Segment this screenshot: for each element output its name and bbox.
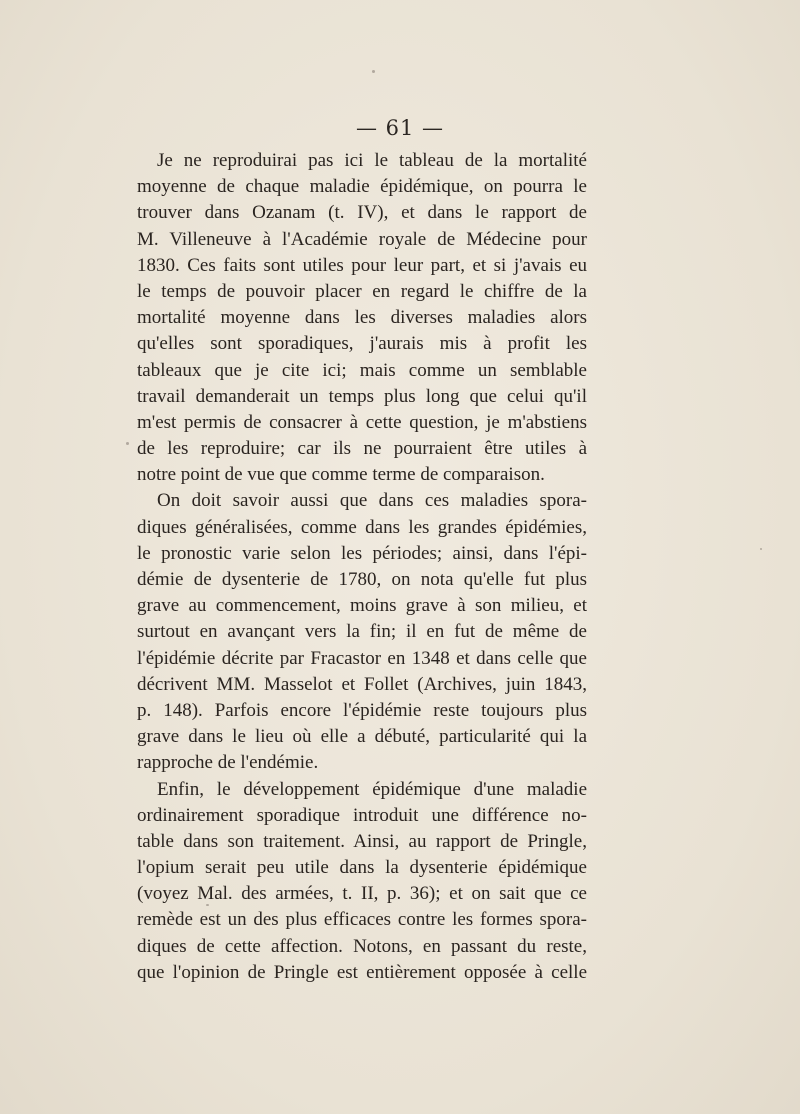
text-line: travail demanderait un temps plus long que celui qu'il xyxy=(137,385,587,407)
paper-speck xyxy=(372,70,375,73)
text-line: tableaux que je cite ici; mais comme un semblable xyxy=(137,359,587,381)
text-line: de les reproduire; car ils ne pourraient être utiles à xyxy=(137,438,587,460)
text-line: p. 148). Parfois encore l'épidémie reste toujours plus xyxy=(137,699,587,721)
text-line: démie de dysenterie de 1780, on nota qu'elle fut plus xyxy=(137,569,587,590)
text-line: mortalité moyenne dans les diverses maladies alors xyxy=(137,307,587,329)
text-line: le pronostic varie selon les périodes; ainsi, dans l'épi- xyxy=(137,542,587,564)
text-line: remède est un des plus efficaces contre les formes spora- xyxy=(137,909,587,931)
text-line: (voyez Mal. des armées, t. II, p. 36); et on sait que ce xyxy=(137,883,587,905)
body-text xyxy=(137,148,587,986)
text-line: diques de cette affection. Notons, en passant du reste, xyxy=(137,935,587,957)
text-line: moyenne de chaque maladie épidémique, on pourra le xyxy=(137,176,587,198)
text-line: l'opium serait peu utile dans la dysenterie épidémique xyxy=(137,857,587,879)
text-line: ordinairement sporadique introduit une différence no- xyxy=(137,804,587,826)
text-line: notre point de vue que comme terme de comparaison. xyxy=(137,464,545,486)
text-line: grave au commencement, moins grave à son milieu, et xyxy=(137,595,587,617)
text-line: Je ne reproduirai pas ici le tableau de la mortalité xyxy=(157,150,587,171)
paper-speck xyxy=(126,442,129,445)
text-line: diques généralisées, comme dans les grandes épidémies, xyxy=(137,516,587,538)
text-line: surtout en avançant vers la fin; il en fut de même de xyxy=(137,621,587,643)
text-line: On doit savoir aussi que dans ces maladies spora- xyxy=(157,490,587,512)
text-line: l'épidémie décrite par Fracastor en 1348 et dans celle que xyxy=(137,647,587,669)
text-line: rapproche de l'endémie. xyxy=(137,752,319,774)
text-line: table dans son traitement. Ainsi, au rapport de Pringle, xyxy=(137,830,587,852)
text-line: décrivent MM. Masselot et Follet (Archives, juin 1843, xyxy=(137,673,587,695)
paper-speck xyxy=(760,548,762,550)
text-line: Enfin, le développement épidémique d'une maladie xyxy=(157,778,587,800)
text-line: M. Villeneuve à l'Académie royale de Médecine pour xyxy=(137,228,587,250)
text-line: que l'opinion de Pringle est entièrement opposée à celle xyxy=(137,961,587,983)
text-line: le temps de pouvoir placer en regard le chiffre de la xyxy=(137,280,587,302)
paper-speck xyxy=(206,904,209,906)
text-line: qu'elles sont sporadiques, j'aurais mis à profit les xyxy=(137,333,587,355)
text-line: trouver dans Ozanam (t. IV), et dans le rapport de xyxy=(137,202,587,224)
text-line: m'est permis de consacrer à cette question, je m'abstiens xyxy=(137,411,587,433)
page-number: — 61 — xyxy=(355,116,445,140)
text-line: 1830. Ces faits sont utiles pour leur part, et si j'avais eu xyxy=(137,254,587,276)
text-line: grave dans le lieu où elle a débuté, particularité qui la xyxy=(137,726,587,748)
